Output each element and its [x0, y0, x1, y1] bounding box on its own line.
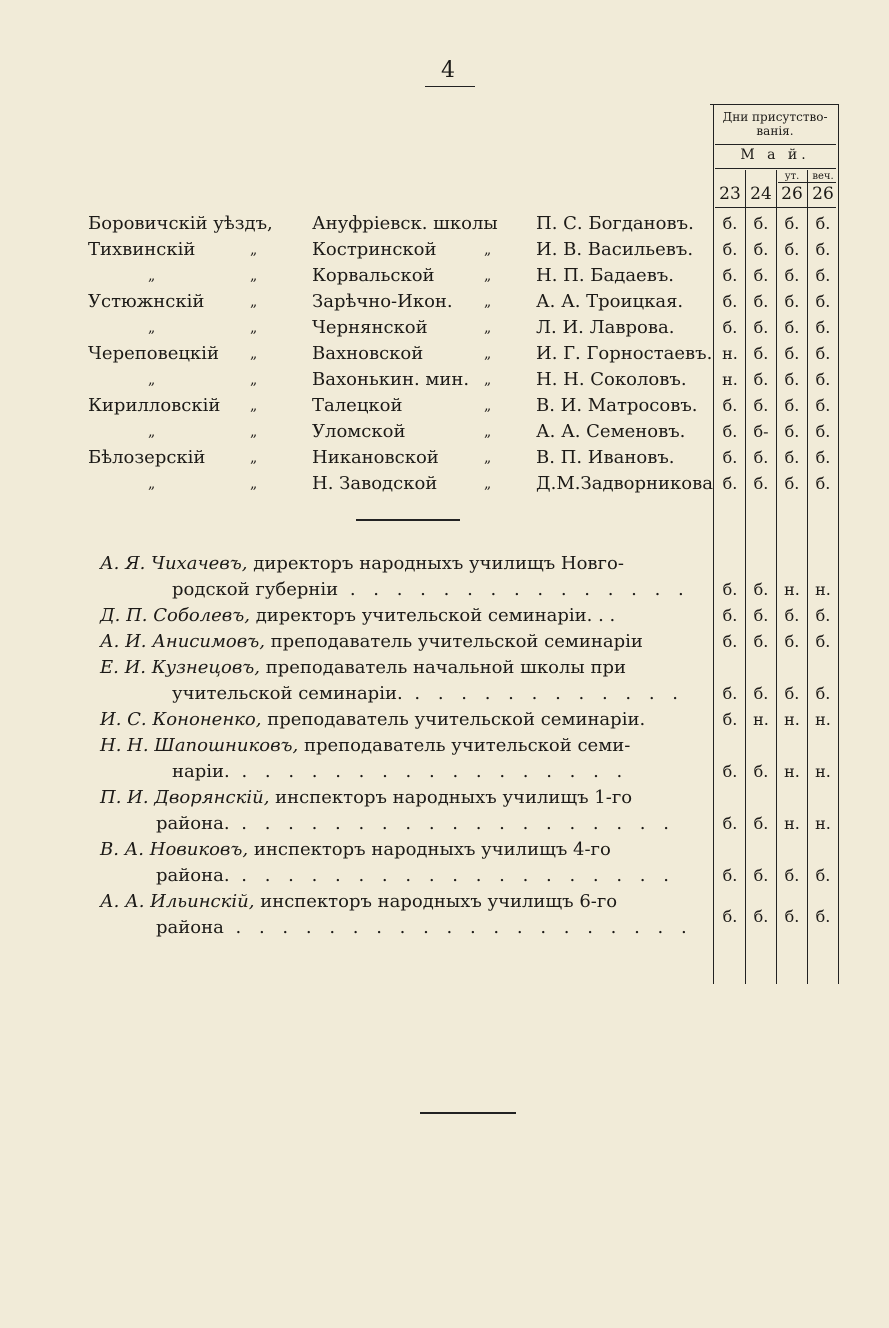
sub-morning: ут.	[784, 171, 800, 182]
district-ditto: „	[250, 268, 258, 284]
mark: б.	[753, 344, 769, 363]
staff-role: директоръ народныхъ училищъ Новго-	[253, 553, 624, 574]
mark: б.	[784, 344, 800, 363]
school: Вахновской	[312, 343, 424, 364]
district-ditto: „	[250, 242, 258, 258]
mark: б.	[753, 580, 769, 599]
school-ditto: „	[484, 294, 492, 310]
staff-entry	[100, 785, 632, 811]
staff-role: инспекторъ народныхъ училищъ 4-го	[253, 839, 611, 860]
school: Н. Заводской	[312, 473, 438, 494]
mark: б.	[784, 448, 800, 467]
staff-name: П. И. Дворянскій,	[100, 787, 270, 808]
teacher: И. В. Васильевъ.	[536, 239, 694, 260]
mark: б.	[784, 606, 800, 625]
staff-role-cont: района	[156, 917, 224, 938]
col-line-1	[745, 170, 746, 984]
staff-role-cont: наріи.	[172, 761, 230, 782]
district: Тихвинскій	[88, 239, 196, 260]
mark: б.	[815, 292, 831, 311]
mark: б.	[722, 606, 738, 625]
school: Уломской	[312, 421, 406, 442]
teacher: В. П. Ивановъ.	[536, 447, 675, 468]
mark: б.	[722, 266, 738, 285]
mark: б.	[784, 396, 800, 415]
mark: б.	[722, 580, 738, 599]
district: Устюжнскій	[88, 291, 205, 312]
mark: б.	[753, 214, 769, 233]
mark: б.	[784, 370, 800, 389]
mark: б.	[784, 474, 800, 493]
mark: б.	[815, 266, 831, 285]
staff-role-cont: учительской семинаріи.	[172, 683, 403, 704]
mark: б.	[815, 370, 831, 389]
mark: н.	[815, 762, 831, 781]
school-ditto: „	[484, 450, 492, 466]
staff-role-cont: района.	[156, 865, 230, 886]
school-ditto: „	[484, 242, 492, 258]
attendance-title-line2: ванія.	[756, 124, 794, 138]
school: Ануфріевск. школы	[312, 213, 498, 234]
mark: б-	[753, 422, 769, 441]
district-ditto: „	[250, 320, 258, 336]
teacher: Д.М.Задворникова	[536, 473, 713, 494]
mark: б.	[784, 907, 800, 926]
mark: б.	[722, 684, 738, 703]
district: „	[148, 424, 156, 440]
mark: б.	[815, 684, 831, 703]
section-separator	[356, 519, 460, 521]
mark: б.	[815, 907, 831, 926]
mark: б.	[784, 866, 800, 885]
mark: н.	[815, 710, 831, 729]
col-line-3	[807, 170, 808, 984]
mark: н.	[784, 580, 800, 599]
mark: б.	[815, 396, 831, 415]
staff-role-cont: района.	[156, 813, 230, 834]
teacher: Н. П. Бадаевъ.	[536, 265, 675, 286]
col-line-4	[838, 104, 839, 984]
mark: б.	[722, 422, 738, 441]
district: Боровичскій уѣздъ,	[88, 213, 273, 234]
staff-entry-cont: района. . . . . . . . . . . . . . . . . . . .	[156, 813, 675, 834]
mark: б.	[815, 866, 831, 885]
mark: б.	[815, 474, 831, 493]
school-ditto: „	[484, 398, 492, 414]
staff-name: А. Я. Чихачевъ,	[100, 553, 248, 574]
day-26-evening: 26	[812, 184, 834, 204]
staff-name: А. И. Анисимовъ,	[100, 631, 265, 652]
mark: б.	[753, 632, 769, 651]
staff-role: преподаватель учительской семинаріи	[270, 631, 643, 652]
staff-entry	[100, 629, 643, 655]
district: „	[148, 476, 156, 492]
staff-role-cont: родской губерніи	[172, 579, 339, 600]
staff-entry-cont: района. . . . . . . . . . . . . . . . . . . .	[156, 865, 675, 886]
teacher: В. И. Матросовъ.	[536, 395, 698, 416]
mark: б.	[784, 214, 800, 233]
col-line-2	[776, 170, 777, 984]
mark: б.	[815, 214, 831, 233]
mark: б.	[815, 318, 831, 337]
staff-entry	[100, 837, 611, 863]
district-ditto: „	[250, 398, 258, 414]
staff-entry-cont: района . . . . . . . . . . . . . . . . . . . .	[156, 917, 693, 938]
mark: б.	[815, 344, 831, 363]
school: Талецкой	[312, 395, 403, 416]
mark: б.	[722, 474, 738, 493]
col-line-0	[713, 104, 714, 984]
mark: б.	[815, 240, 831, 259]
mark: б.	[784, 240, 800, 259]
mark: б.	[753, 606, 769, 625]
month-rule	[715, 168, 836, 169]
staff-entry-cont: учительской семинаріи. . . . . . . . . . . . .	[172, 683, 685, 704]
teacher: И. Г. Горностаевъ.	[536, 343, 713, 364]
staff-entry-cont: родской губерніи . . . . . . . . . . . . . . .	[172, 579, 690, 600]
staff-role: преподаватель учительской семинаріи.	[267, 709, 646, 730]
mark: н.	[784, 814, 800, 833]
staff-entry-cont: наріи. . . . . . . . . . . . . . . . . .	[172, 761, 629, 782]
mark: б.	[722, 396, 738, 415]
school-ditto: „	[484, 320, 492, 336]
teacher: Л. И. Лаврова.	[536, 317, 675, 338]
district: Череповецкій	[88, 343, 219, 364]
mark: б.	[753, 448, 769, 467]
day-26-morning: 26	[781, 184, 803, 204]
staff-role: инспекторъ народныхъ училищъ 1-го	[275, 787, 633, 808]
staff-name: И. С. Кононенко,	[100, 709, 262, 730]
mark: н.	[784, 762, 800, 781]
mark: б.	[722, 318, 738, 337]
staff-name: Е. И. Кузнецовъ,	[100, 657, 261, 678]
staff-entry	[100, 889, 617, 915]
mark: б.	[722, 762, 738, 781]
school: Чернянской	[312, 317, 428, 338]
mark: б.	[722, 710, 738, 729]
attendance-title-line1: Дни присутство-	[722, 110, 828, 124]
staff-entry	[100, 707, 645, 733]
school-ditto: „	[484, 346, 492, 362]
school-ditto: „	[484, 476, 492, 492]
school-ditto: „	[484, 372, 492, 388]
mark: б.	[722, 866, 738, 885]
staff-name: Н. Н. Шапошниковъ,	[100, 735, 299, 756]
attendance-title	[712, 110, 838, 138]
mark: б.	[784, 292, 800, 311]
school: Никановской	[312, 447, 439, 468]
school-ditto: „	[484, 424, 492, 440]
mark: б.	[784, 266, 800, 285]
mark: б.	[753, 266, 769, 285]
mark: б.	[753, 907, 769, 926]
mark: н.	[815, 580, 831, 599]
mark: н.	[753, 710, 769, 729]
mark: б.	[815, 632, 831, 651]
staff-role: преподаватель учительской семи-	[304, 735, 631, 756]
mark: н.	[815, 814, 831, 833]
mark: б.	[722, 632, 738, 651]
mark: б.	[722, 214, 738, 233]
mark: б.	[753, 684, 769, 703]
mark: б.	[722, 292, 738, 311]
sub-evening: веч.	[812, 171, 834, 182]
mark: б.	[753, 866, 769, 885]
mark: б.	[784, 632, 800, 651]
district: „	[148, 320, 156, 336]
district-ditto: „	[250, 450, 258, 466]
mark: б.	[784, 318, 800, 337]
mark: б.	[784, 422, 800, 441]
mark: б.	[753, 396, 769, 415]
day-23: 23	[719, 184, 741, 204]
mark: б.	[753, 292, 769, 311]
mark: б.	[753, 240, 769, 259]
staff-entry	[100, 551, 624, 577]
district-ditto: „	[250, 372, 258, 388]
district-ditto: „	[250, 424, 258, 440]
mark: б.	[722, 448, 738, 467]
mark: б.	[815, 448, 831, 467]
school-ditto: „	[484, 268, 492, 284]
staff-role: преподаватель начальной школы при	[265, 657, 626, 678]
table-top-rule	[710, 104, 838, 105]
staff-entry	[100, 603, 615, 629]
mark: б.	[753, 474, 769, 493]
staff-role: инспекторъ народныхъ училищъ 6-го	[260, 891, 618, 912]
title-rule	[715, 144, 836, 145]
mark: н.	[722, 370, 738, 389]
staff-name: А. А. Ильинскій,	[100, 891, 255, 912]
district-ditto: „	[250, 294, 258, 310]
staff-entry	[100, 733, 630, 759]
mark: б.	[784, 684, 800, 703]
district: „	[148, 372, 156, 388]
attendance-month: М а й.	[740, 147, 810, 163]
district-ditto: „	[250, 476, 258, 492]
school: Зарѣчно-Икон.	[312, 291, 453, 312]
district: Бѣлозерскій	[88, 447, 206, 468]
mark: б.	[722, 240, 738, 259]
mark: б.	[815, 422, 831, 441]
staff-name: Д. П. Соболевъ,	[100, 605, 250, 626]
mark: б.	[753, 370, 769, 389]
staff-entry	[100, 655, 626, 681]
mark: б.	[722, 907, 738, 926]
teacher: А. А. Троицкая.	[536, 291, 684, 312]
school: Вахонькин. мин.	[312, 369, 470, 390]
teacher: А. А. Семеновъ.	[536, 421, 686, 442]
mark: б.	[753, 762, 769, 781]
mark: н.	[784, 710, 800, 729]
staff-name: В. А. Новиковъ,	[100, 839, 249, 860]
staff-role: директоръ учительской семинаріи. . .	[255, 605, 616, 626]
school: Корвальской	[312, 265, 435, 286]
page-number-rule	[425, 86, 475, 87]
mark: б.	[815, 606, 831, 625]
mark: н.	[722, 344, 738, 363]
district: Кирилловскій	[88, 395, 221, 416]
end-separator	[420, 1112, 516, 1114]
mark: б.	[722, 814, 738, 833]
district-ditto: „	[250, 346, 258, 362]
school: Костринской	[312, 239, 437, 260]
mark: б.	[753, 318, 769, 337]
district: „	[148, 268, 156, 284]
day-24: 24	[750, 184, 772, 204]
mark: б.	[753, 814, 769, 833]
teacher: П. С. Богдановъ.	[536, 213, 694, 234]
page-number: 4	[441, 58, 455, 83]
teacher: Н. Н. Соколовъ.	[536, 369, 687, 390]
